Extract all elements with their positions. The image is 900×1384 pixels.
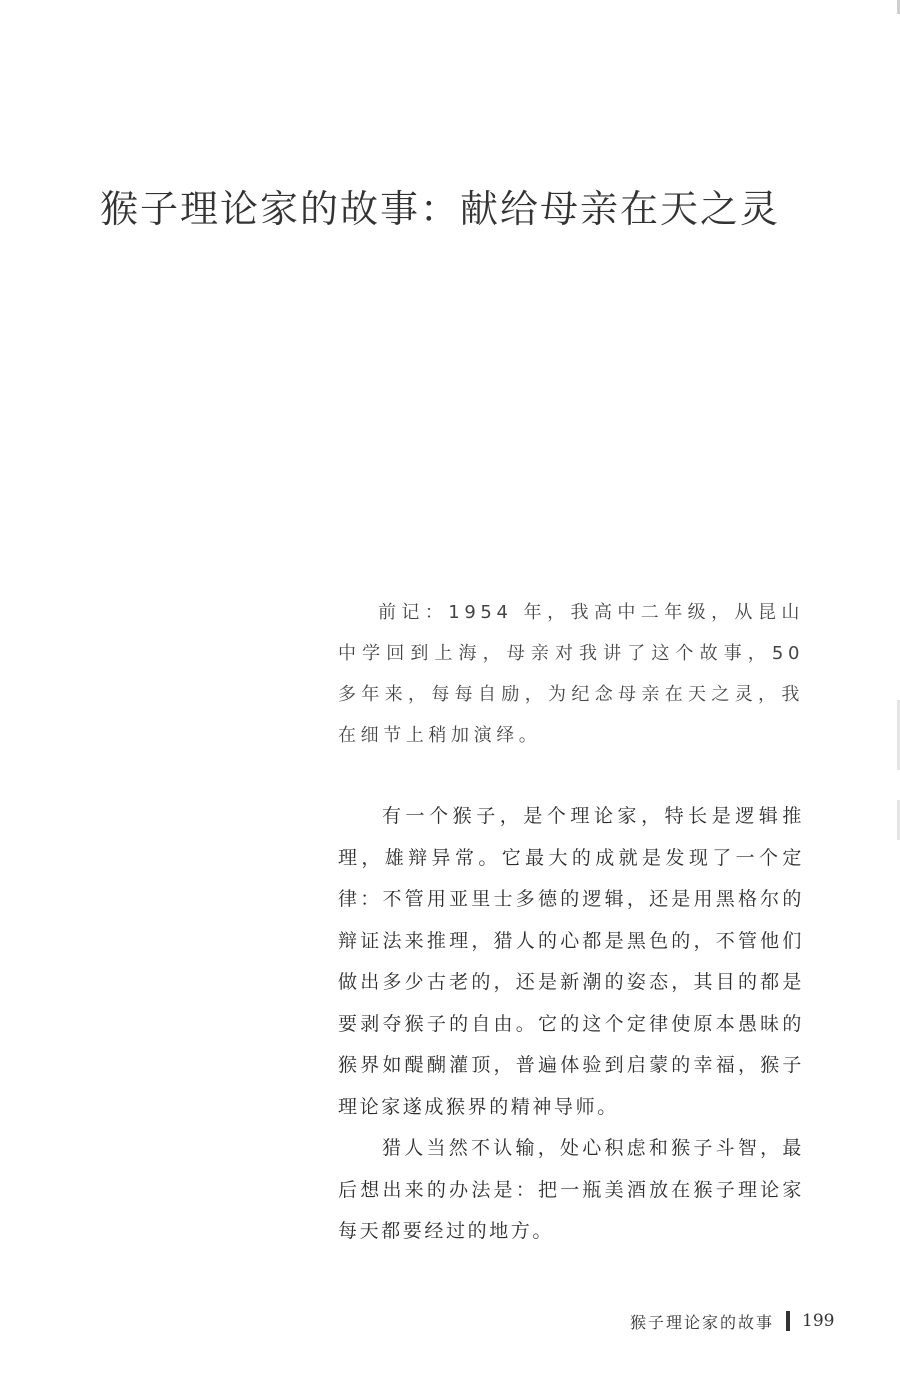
paragraph-2: 猎人当然不认输，处心积虑和猴子斗智，最后想出来的办法是：把一瓶美酒放在猴子理论家每天都要经过的地方。 xyxy=(338,1137,804,1242)
paragraph-1: 有一个猴子，是个理论家，特长是逻辑推理，雄辩异常。它最大的成就是发现了一个定律：不管用亚里士多德的逻辑，还是用黑格尔的辩证法来推理，猎人的心都是黑色的，不管他们做出多少古老的，还是新潮的姿态，其目的都是要剥夺猴子的自由。它的这个定律使原本愚昧的猴界如醍醐灌顶，普遍体验到启蒙的幸福，猴子理论家遂成猴界的精神导师。 xyxy=(338,805,804,1118)
page-number: 199 xyxy=(802,1311,835,1331)
running-title: 猴子理论家的故事 xyxy=(630,1312,775,1332)
page-footer xyxy=(630,1308,834,1334)
body-text xyxy=(338,796,804,1253)
preface-note: 前记：1954 年，我高中二年级，从昆山中学回到上海，母亲对我讲了这个故事，50 多年来，每每自励，为纪念母亲在天之灵，我在细节上稍加演绎。 xyxy=(338,602,804,746)
chapter-title: 猴子理论家的故事：献给母亲在天之灵 xyxy=(100,187,781,231)
footer-divider xyxy=(786,1311,790,1331)
